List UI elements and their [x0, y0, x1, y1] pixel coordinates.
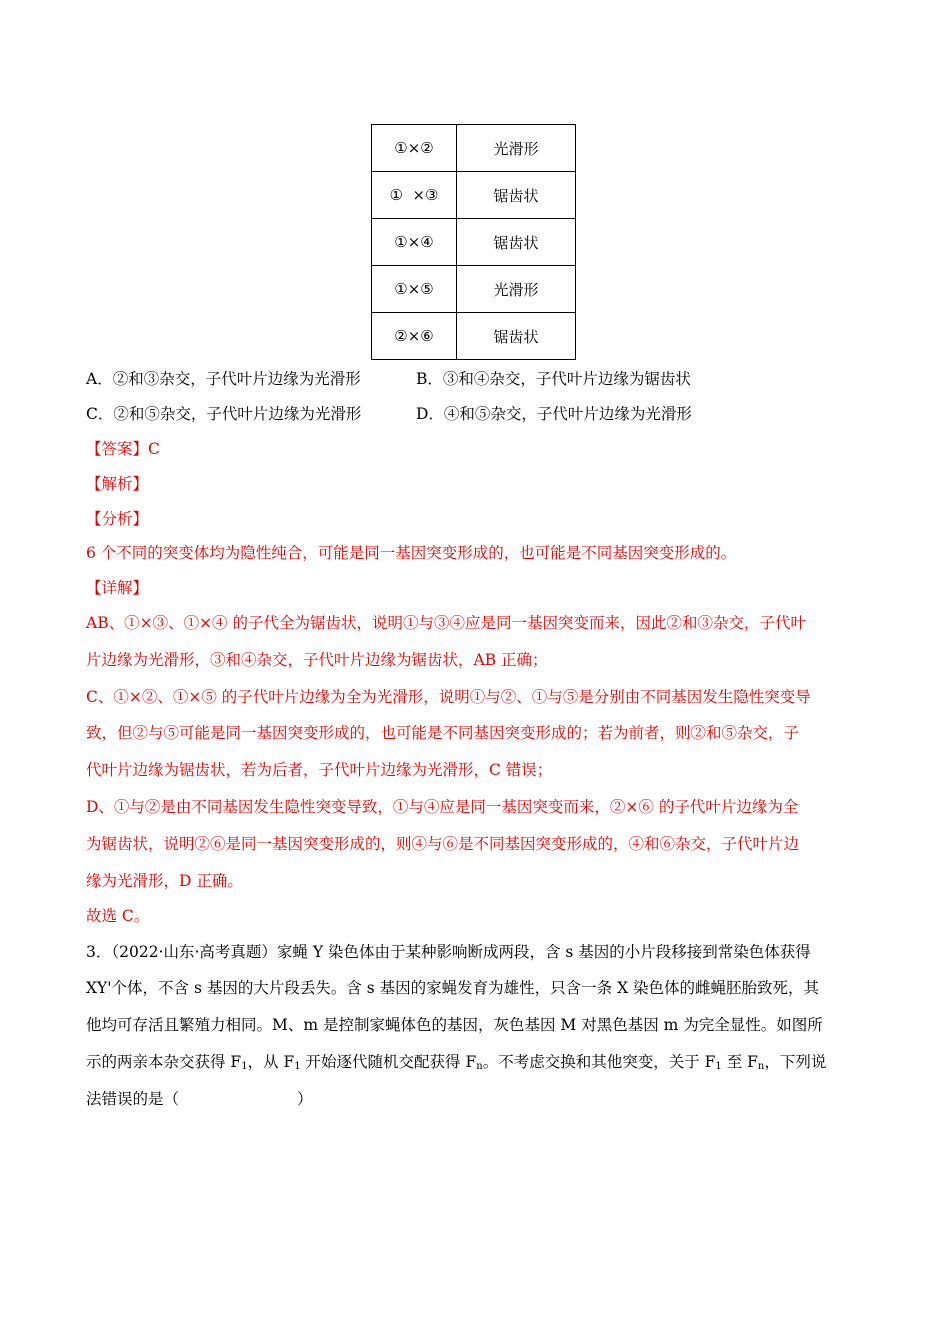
table-row	[372, 313, 576, 360]
detail-line: 代叶片边缘为锯齿状，若为后者，子代叶片边缘为光滑形，C 错误；	[86, 761, 553, 779]
question-3-line	[86, 1087, 313, 1109]
cross-cell: ①×④	[372, 219, 457, 266]
option-a: A．②和③杂交，子代叶片边缘为光滑形	[86, 370, 361, 388]
result-cell: 光滑形	[457, 266, 576, 313]
subscript: 1	[241, 1061, 248, 1072]
cross-result-table	[371, 124, 576, 360]
table-row	[372, 172, 576, 219]
question-3-line: 3．（2022·山东·高考真题）家蝇 Y 染色体由于某种影响断成两段，含 s 基因的小片段移接到常染色体获得	[86, 943, 811, 961]
subscript: 1	[294, 1061, 301, 1072]
detail-line: 为锯齿状，说明②⑥是同一基因突变形成的，则④与⑥是不同基因突变形成的，④和⑥杂交，子代叶片边	[86, 835, 800, 853]
result-cell: 锯齿状	[457, 172, 576, 219]
text-span: 法错误的是（	[86, 1090, 180, 1108]
text-span: ，下列说	[764, 1053, 827, 1071]
detail-line: 缘为光滑形，D 正确。	[86, 872, 243, 890]
detail-line: AB、①×③、①×④ 的子代全为锯齿状，说明①与③④应是同一基因突变而来，因此②和③杂交，子代叶	[86, 614, 806, 632]
result-cell: 锯齿状	[457, 313, 576, 360]
text-span: 。不考虑交换和其他突变，关于 F	[482, 1053, 716, 1071]
table-row	[372, 125, 576, 172]
analysis-label: 【分析】	[86, 510, 149, 528]
text-span: 至 F	[721, 1053, 758, 1071]
question-3-line	[86, 1050, 826, 1072]
answer-label: 【答案】C	[86, 440, 160, 458]
text-span: ，从 F	[247, 1053, 295, 1071]
conclusion-text: 故选 C。	[86, 907, 150, 925]
question-3-line: XY'个体，不含 s 基因的大片段丢失。含 s 基因的家蝇发育为雄性，只含一条 X 染色体的雌蝇胚胎致死，其	[86, 979, 820, 997]
explanation-label: 【解析】	[86, 475, 149, 493]
text-span: 示的两亲本杂交获得 F	[86, 1053, 242, 1071]
result-cell: 锯齿状	[457, 219, 576, 266]
cross-cell: ① ×③	[372, 172, 457, 219]
cross-cell: ②×⑥	[372, 313, 457, 360]
table-row	[372, 266, 576, 313]
detail-line: 致，但②与⑤可能是同一基因突变形成的，也可能是不同基因突变形成的；若为前者，则②和⑤杂交，子	[86, 724, 800, 742]
analysis-text: 6 个不同的突变体均为隐性纯合，可能是同一基因突变形成的，也可能是不同基因突变形成的。	[86, 544, 737, 562]
text-span: 开始逐代随机交配获得 F	[300, 1053, 477, 1071]
result-cell: 光滑形	[457, 125, 576, 172]
cross-cell: ①×⑤	[372, 266, 457, 313]
text-span: ）	[297, 1090, 313, 1108]
option-c: C．②和⑤杂交，子代叶片边缘为光滑形	[86, 405, 362, 423]
table-row	[372, 219, 576, 266]
question-3-line: 他均可存活且繁殖力相同。M、m 是控制家蝇体色的基因，灰色基因 M 对黑色基因 m 为完全显性。如图所	[86, 1016, 823, 1034]
detail-line: D、①与②是由不同基因发生隐性突变导致，①与④应是同一基因突变而来，②×⑥ 的子代叶片边缘为全	[86, 798, 799, 816]
option-b: B．③和④杂交，子代叶片边缘为锯齿状	[416, 370, 691, 388]
subscript: n	[476, 1061, 483, 1072]
option-d: D．④和⑤杂交，子代叶片边缘为光滑形	[416, 405, 692, 423]
detail-line: C、①×②、①×⑤ 的子代叶片边缘为全为光滑形，说明①与②、①与⑤是分别由不同基因发生隐性突变导	[86, 688, 811, 706]
detail-line: 片边缘为光滑形，③和④杂交，子代叶片边缘为锯齿状，AB 正确；	[86, 651, 548, 669]
detail-label: 【详解】	[86, 579, 149, 597]
subscript: n	[757, 1061, 765, 1072]
subscript: 1	[715, 1061, 722, 1072]
cross-cell: ①×②	[372, 125, 457, 172]
